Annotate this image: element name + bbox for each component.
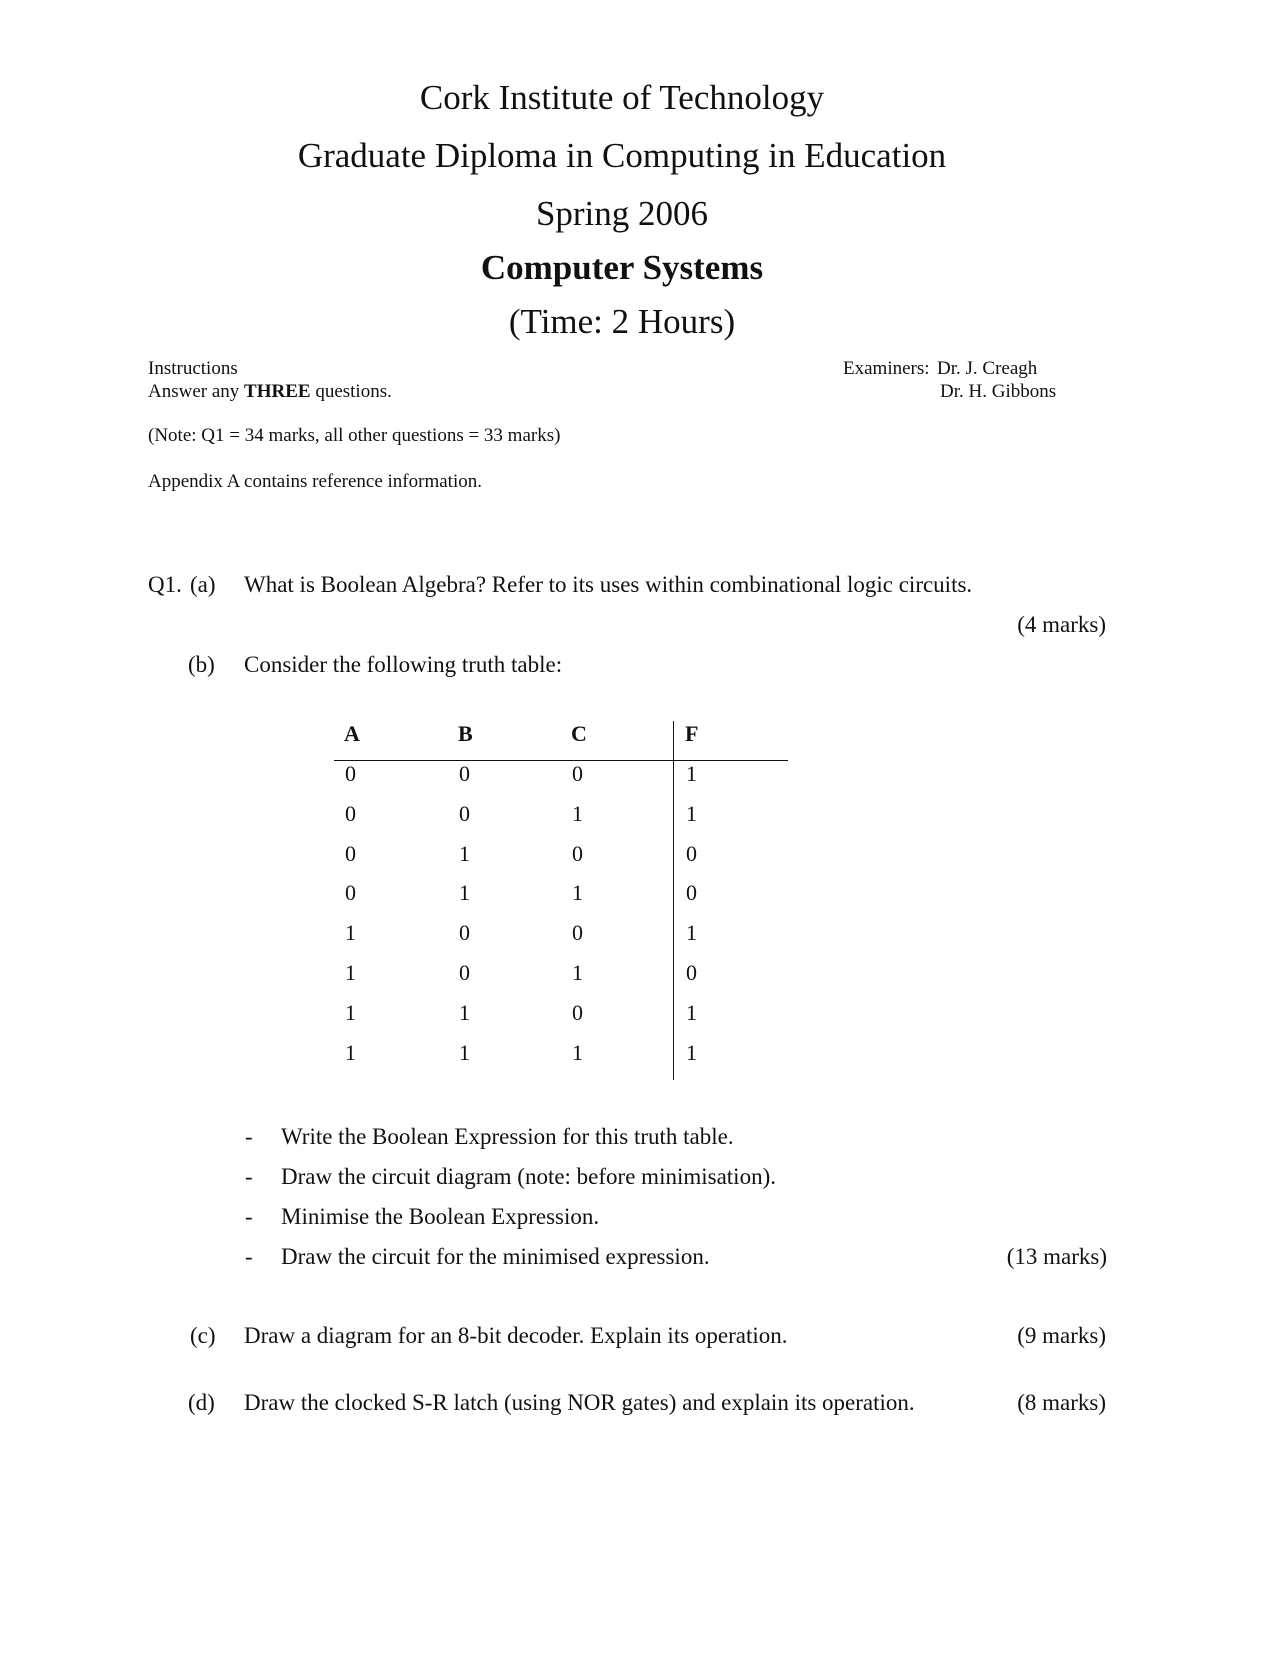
truth-table-header-b: B xyxy=(458,721,473,746)
task-bullet: - xyxy=(245,1204,253,1229)
truth-table-cell: 1 xyxy=(686,1040,697,1065)
truth-table-cell: 1 xyxy=(686,801,697,826)
part-d-text: Draw the clocked S-R latch (using NOR gates) and explain its operation. xyxy=(244,1390,915,1415)
programme-title: Graduate Diploma in Computing in Education xyxy=(297,136,947,175)
part-b-text: Consider the following truth table: xyxy=(244,652,563,677)
truth-table-cell: 0 xyxy=(345,761,356,786)
truth-table-cell: 0 xyxy=(572,920,583,945)
answer-prefix: Answer any xyxy=(148,381,245,402)
task-item: Minimise the Boolean Expression. xyxy=(281,1204,600,1229)
part-d-marks: (8 marks) xyxy=(1017,1390,1106,1415)
term-title: Spring 2006 xyxy=(535,194,709,233)
truth-table-cell: 0 xyxy=(686,841,697,866)
part-a-label: (a) xyxy=(190,572,216,597)
truth-table-cell: 1 xyxy=(572,1040,583,1065)
institute-title: Cork Institute of Technology xyxy=(419,78,825,117)
part-b-marks: (13 marks) xyxy=(1006,1244,1107,1269)
truth-table-header-f: F xyxy=(685,721,699,746)
truth-table-cell: 1 xyxy=(459,1000,470,1025)
instructions-heading: Instructions xyxy=(148,358,238,379)
question-number: Q1. xyxy=(148,572,182,597)
truth-table-cell: 0 xyxy=(686,880,697,905)
truth-table-cell: 0 xyxy=(345,841,356,866)
truth-table-cell: 1 xyxy=(345,920,356,945)
truth-table-cell: 0 xyxy=(459,960,470,985)
part-c-marks: (9 marks) xyxy=(1017,1323,1106,1348)
truth-table-cell: 1 xyxy=(459,880,470,905)
truth-table-cell: 1 xyxy=(459,841,470,866)
truth-table-header-a: A xyxy=(344,721,360,746)
examiner-second: Dr. H. Gibbons xyxy=(940,381,1057,402)
answer-count: THREE xyxy=(244,381,311,402)
part-b-label: (b) xyxy=(188,652,215,677)
truth-table-cell: 0 xyxy=(345,801,356,826)
part-a-marks: (4 marks) xyxy=(1017,612,1106,637)
truth-table-cell: 1 xyxy=(572,801,583,826)
truth-table-cell: 1 xyxy=(686,920,697,945)
truth-table-header-rule xyxy=(334,760,788,761)
truth-table-cell: 1 xyxy=(345,1040,356,1065)
truth-table-cell: 0 xyxy=(459,801,470,826)
truth-table-cell: 1 xyxy=(572,960,583,985)
truth-table-output-divider xyxy=(673,721,674,1080)
truth-table-cell: 0 xyxy=(572,841,583,866)
part-d-label: (d) xyxy=(188,1390,215,1415)
task-item: Draw the circuit diagram (note: before minimisation). xyxy=(281,1164,776,1189)
truth-table-cell: 1 xyxy=(459,1040,470,1065)
subject-title: Computer Systems xyxy=(480,248,764,287)
task-bullet: - xyxy=(245,1124,253,1149)
examiner-first: Dr. J. Creagh xyxy=(937,358,1038,379)
examiners-label: Examiners: xyxy=(843,358,930,379)
truth-table-cell: 1 xyxy=(686,1000,697,1025)
truth-table-cell: 0 xyxy=(459,920,470,945)
truth-table-cell: 0 xyxy=(345,880,356,905)
truth-table-cell: 0 xyxy=(572,761,583,786)
truth-table-cell: 0 xyxy=(686,960,697,985)
truth-table-cell: 0 xyxy=(572,1000,583,1025)
task-item: Draw the circuit for the minimised expression. xyxy=(281,1244,710,1269)
time-title: (Time: 2 Hours) xyxy=(508,302,736,341)
truth-table-cell: 1 xyxy=(572,880,583,905)
part-c-label: (c) xyxy=(190,1323,216,1348)
truth-table-cell: 1 xyxy=(345,960,356,985)
part-c-text: Draw a diagram for an 8-bit decoder. Explain its operation. xyxy=(244,1323,788,1348)
truth-table-header-c: C xyxy=(571,721,587,746)
truth-table-cell: 1 xyxy=(345,1000,356,1025)
task-item: Write the Boolean Expression for this truth table. xyxy=(281,1124,734,1149)
instructions-answer xyxy=(148,381,392,403)
part-a-text: What is Boolean Algebra? Refer to its uses within combinational logic circuits. xyxy=(244,572,973,597)
truth-table-cell: 0 xyxy=(459,761,470,786)
appendix-note: Appendix A contains reference information. xyxy=(148,471,482,492)
task-bullet: - xyxy=(245,1164,253,1189)
marks-note: (Note: Q1 = 34 marks, all other questions = 33 marks) xyxy=(148,425,561,446)
task-bullet: - xyxy=(245,1244,253,1269)
answer-suffix: questions. xyxy=(310,381,392,402)
truth-table-cell: 1 xyxy=(686,761,697,786)
